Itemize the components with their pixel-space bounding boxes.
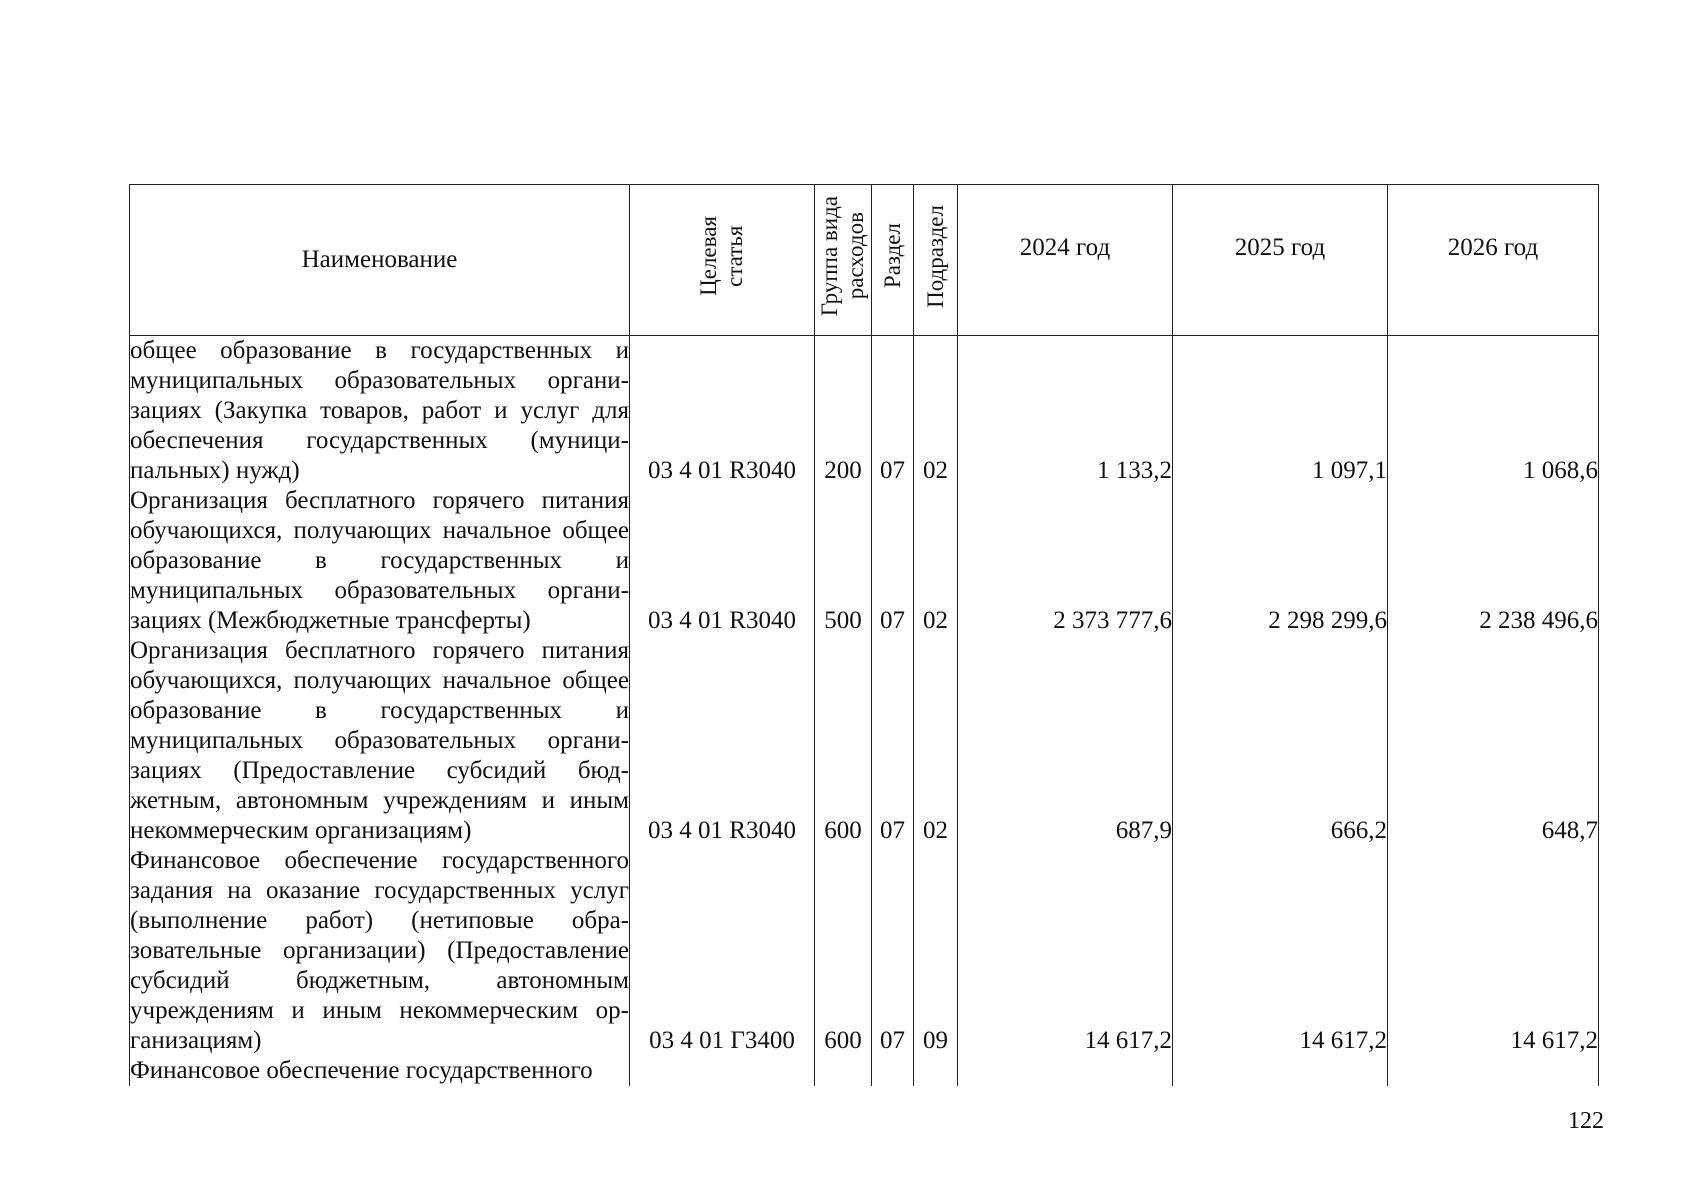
table-row [130, 1056, 1599, 1086]
row-amount-2026: 1 068,6 [1388, 336, 1599, 487]
row-expense-group: 600 [815, 846, 872, 1056]
table-row [130, 336, 1599, 487]
row-section [872, 1056, 914, 1086]
row-section: 07 [872, 486, 914, 636]
row-section: 07 [872, 336, 914, 487]
row-subsection: 02 [914, 486, 958, 636]
row-amount-2026: 14 617,2 [1388, 846, 1599, 1056]
row-amount-2024 [958, 1056, 1173, 1086]
row-amount-2025: 666,2 [1173, 636, 1388, 846]
table-row [130, 636, 1599, 846]
header-expense-group: Группа вида расходов [815, 185, 872, 336]
row-amount-2025: 2 298 299,6 [1173, 486, 1388, 636]
row-target-article: 03 4 01 R3040 [630, 636, 815, 846]
table-row [130, 846, 1599, 1056]
row-subsection [914, 1056, 958, 1086]
table-row [130, 486, 1599, 636]
row-name: Финансовое обеспечение государственного [130, 1056, 630, 1086]
row-amount-2025: 1 097,1 [1173, 336, 1388, 487]
row-target-article: 03 4 01 R3040 [630, 336, 815, 487]
header-section: Раздел [872, 185, 914, 336]
row-amount-2024: 14 617,2 [958, 846, 1173, 1056]
row-amount-2024: 2 373 777,6 [958, 486, 1173, 636]
row-section: 07 [872, 636, 914, 846]
row-section: 07 [872, 846, 914, 1056]
row-amount-2025: 14 617,2 [1173, 846, 1388, 1056]
row-target-article [630, 1056, 815, 1086]
row-name: Организация бесплатного горячего питания обучающихся, получающих начальное общее образование в государственных и муниципальных образовательных организациях (Межбюджетные трансферты) [130, 487, 629, 634]
row-subsection: 02 [914, 336, 958, 487]
row-name: Финансовое обеспечение государственного задания на оказание государственных услуг (выполнение работ) (нетиповые образовательные организации) (Предоставление субсидий бюджетным, автономным учреждениям и иным некоммерческим организациям) [130, 847, 629, 1054]
header-year-2025: 2025 год [1173, 185, 1388, 336]
row-amount-2026 [1388, 1056, 1599, 1086]
row-name: общее образование в государственных и муниципальных образовательных организациях (Закупка товаров, работ и услуг для обеспечения государственных (муниципальных) нужд) [130, 337, 629, 484]
row-amount-2025 [1173, 1056, 1388, 1086]
row-expense-group: 200 [815, 336, 872, 487]
row-name: Организация бесплатного горячего питания обучающихся, получающих начальное общее образование в государственных и муниципальных образовательных организациях (Предоставление субсидий бюджетным, автономным учреждениям и иным некоммерческим организациям) [130, 637, 629, 844]
row-amount-2026: 2 238 496,6 [1388, 486, 1599, 636]
row-expense-group [815, 1056, 872, 1086]
row-expense-group: 600 [815, 636, 872, 846]
row-subsection: 02 [914, 636, 958, 846]
header-subsection: Подраздел [914, 185, 958, 336]
row-amount-2026: 648,7 [1388, 636, 1599, 846]
page-number: 122 [1568, 1108, 1604, 1134]
row-target-article: 03 4 01 Г3400 [630, 846, 815, 1056]
row-expense-group: 500 [815, 486, 872, 636]
row-amount-2024: 687,9 [958, 636, 1173, 846]
row-target-article: 03 4 01 R3040 [630, 486, 815, 636]
header-target-article: Целевая статья [630, 185, 815, 336]
header-year-2026: 2026 год [1388, 185, 1599, 336]
row-amount-2024: 1 133,2 [958, 336, 1173, 487]
header-year-2024: 2024 год [958, 185, 1173, 336]
budget-table [129, 184, 1599, 1086]
table-header-row [130, 185, 1599, 336]
header-name: Наименование [130, 185, 630, 336]
row-subsection: 09 [914, 846, 958, 1056]
